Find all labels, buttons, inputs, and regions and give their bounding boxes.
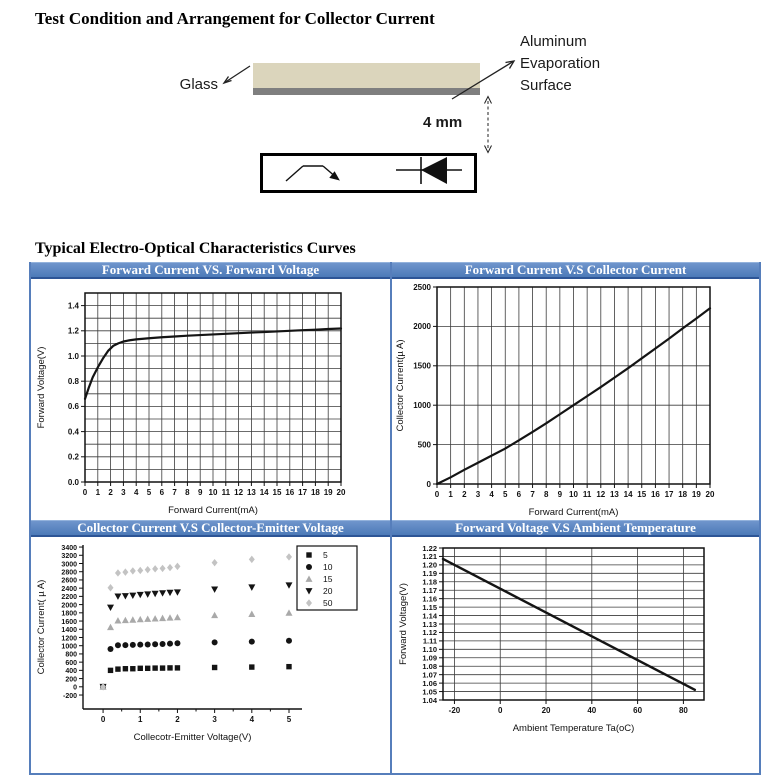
test-condition-diagram [0,0,783,262]
svg-text:1.07: 1.07 [422,670,437,680]
svg-text:14: 14 [259,488,269,497]
svg-text:2000: 2000 [413,322,431,332]
svg-text:19: 19 [323,488,333,497]
svg-text:3400: 3400 [61,544,77,552]
svg-text:1.20: 1.20 [422,560,437,570]
svg-text:1200: 1200 [61,635,77,643]
emitter-arrow-icon [286,166,339,181]
svg-text:6: 6 [516,490,522,499]
svg-text:Forward Voltage(V): Forward Voltage(V) [398,583,409,665]
svg-text:-20: -20 [448,706,461,715]
svg-text:18: 18 [310,488,320,497]
svg-text:Collecotr-Emitter Voltage(V): Collecotr-Emitter Voltage(V) [133,732,252,743]
svg-text:9: 9 [197,488,203,497]
svg-text:5: 5 [286,715,292,724]
svg-text:1.06: 1.06 [422,678,437,688]
svg-text:0.8: 0.8 [67,377,79,386]
chart-panel-if-ic [392,262,759,520]
svg-text:0: 0 [82,488,88,497]
svg-text:400: 400 [65,668,77,676]
svg-text:0: 0 [434,490,440,499]
glass-label: Glass [179,76,218,93]
characteristics-charts-grid [29,262,761,775]
svg-text:3: 3 [121,488,126,497]
svg-text:2: 2 [175,715,180,724]
svg-text:1000: 1000 [413,401,431,410]
svg-text:0.6: 0.6 [67,402,79,412]
svg-text:9: 9 [557,490,563,499]
svg-text:5: 5 [146,488,152,497]
chart-canvas-vf-ta [392,537,754,771]
svg-text:-200: -200 [62,692,77,700]
svg-text:15: 15 [637,490,647,499]
svg-text:0: 0 [73,684,77,692]
svg-text:Collector Current(µ A): Collector Current(µ A) [395,339,406,432]
svg-text:1.05: 1.05 [422,687,437,697]
diagram-annotations [0,0,783,262]
svg-text:12: 12 [596,490,606,499]
chart-title-vf-ta: Forward Voltage V.S Ambient Temperature [392,520,759,537]
svg-text:10: 10 [569,490,578,499]
svg-text:1: 1 [138,715,143,724]
svg-text:1600: 1600 [61,618,77,626]
svg-text:1.04: 1.04 [422,695,437,705]
svg-text:11: 11 [221,488,231,497]
svg-text:10: 10 [208,488,218,497]
svg-text:600: 600 [65,659,77,667]
svg-text:8: 8 [185,488,190,497]
photodiode-icon [396,157,462,184]
svg-text:1.12: 1.12 [422,628,437,638]
svg-text:1.18: 1.18 [422,577,437,587]
svg-text:80: 80 [678,706,688,715]
svg-text:2600: 2600 [61,577,77,585]
svg-text:800: 800 [65,651,77,659]
aluminum-pointer-arrow [452,61,514,99]
svg-text:Collector Current( µ A): Collector Current( µ A) [36,579,47,675]
gap-dimension-arrow [485,97,492,153]
svg-text:Ambient Temperature Ta(oC): Ambient Temperature Ta(oC) [512,723,635,734]
svg-text:20: 20 [705,490,715,499]
chart-canvas-if-ic [392,279,754,519]
svg-text:1.08: 1.08 [422,662,437,672]
chart-canvas-ic-vce [31,537,389,771]
svg-text:200: 200 [65,676,77,684]
svg-text:7: 7 [530,490,535,499]
svg-text:1000: 1000 [61,643,77,651]
svg-text:1400: 1400 [61,627,77,635]
svg-text:1.2: 1.2 [67,326,79,336]
svg-text:2200: 2200 [61,594,77,602]
chart-title-ic-vce: Collector Current V.S Collector-Emitter Voltage [31,520,390,537]
svg-text:2: 2 [108,488,113,497]
svg-text:13: 13 [609,490,619,499]
svg-text:15: 15 [323,574,333,584]
svg-text:14: 14 [623,490,633,499]
chart-panel-vf-ta [392,520,759,773]
chart-panel-ic-vce [31,520,390,773]
svg-text:11: 11 [582,490,592,499]
chart-canvas-if-vf [31,279,389,519]
svg-text:1500: 1500 [413,361,431,371]
glass-pointer-arrow [224,66,250,83]
svg-text:7: 7 [172,488,177,497]
svg-text:60: 60 [633,706,643,715]
chart-title-if-vf: Forward Current VS. Forward Voltage [31,262,390,279]
svg-text:40: 40 [587,706,597,715]
svg-text:0: 0 [100,715,106,724]
svg-text:2500: 2500 [413,282,431,292]
section-title-characteristics-curves: Typical Electro-Optical Characteristics Curves [35,240,356,257]
svg-text:3: 3 [212,715,217,724]
svg-text:16: 16 [285,488,295,497]
svg-text:20: 20 [541,706,551,715]
svg-text:0.0: 0.0 [67,477,79,487]
svg-text:5: 5 [503,490,508,499]
svg-text:4: 4 [249,715,255,724]
svg-text:1.19: 1.19 [422,569,437,579]
chart-title-if-ic: Forward Current V.S Collector Current [392,262,759,279]
svg-text:500: 500 [417,440,431,450]
svg-text:0: 0 [498,706,503,715]
svg-text:10: 10 [323,562,333,572]
svg-text:0.4: 0.4 [67,427,79,437]
svg-text:3200: 3200 [61,553,77,561]
svg-text:2400: 2400 [61,585,77,593]
svg-text:18: 18 [678,490,688,499]
section-title-test-condition: Test Condition and Arrangement for Collector Current [35,9,435,28]
svg-text:Forward Current(mA): Forward Current(mA) [168,505,258,516]
svg-text:Forward Current(mA): Forward Current(mA) [528,507,619,518]
svg-text:0.2: 0.2 [67,452,79,462]
aluminum-label: Aluminum Evaporation Surface [520,33,601,94]
svg-text:4: 4 [133,488,139,497]
svg-text:2: 2 [462,490,467,499]
svg-text:50: 50 [323,598,333,608]
svg-text:1.10: 1.10 [422,645,437,655]
svg-text:4: 4 [489,490,494,499]
svg-text:16: 16 [650,490,660,499]
svg-text:12: 12 [234,488,244,497]
svg-text:13: 13 [246,488,256,497]
svg-text:1.22: 1.22 [422,543,437,553]
svg-text:3: 3 [475,490,481,499]
svg-text:1: 1 [448,490,453,499]
svg-text:20: 20 [336,488,346,497]
svg-text:19: 19 [691,490,701,499]
svg-text:2800: 2800 [61,569,77,577]
svg-text:1.17: 1.17 [422,586,437,596]
svg-text:20: 20 [323,586,333,596]
svg-text:17: 17 [664,490,674,499]
svg-text:1.15: 1.15 [422,602,437,612]
svg-text:5: 5 [323,550,328,560]
svg-text:1: 1 [95,488,101,497]
svg-text:Forward Voltage(V): Forward Voltage(V) [36,346,47,429]
svg-text:15: 15 [272,488,282,497]
gap-distance-label: 4 mm [423,114,463,131]
svg-text:1.16: 1.16 [422,594,437,604]
svg-text:1.11: 1.11 [422,636,437,646]
svg-text:8: 8 [543,490,549,499]
svg-text:0: 0 [426,479,431,489]
svg-text:2000: 2000 [61,602,77,610]
chart-panel-if-vf [31,262,390,520]
svg-text:6: 6 [159,488,165,497]
svg-text:1.21: 1.21 [422,552,437,562]
svg-text:1.09: 1.09 [422,653,437,663]
svg-text:1.0: 1.0 [67,351,79,361]
svg-text:1.14: 1.14 [422,611,437,621]
svg-text:3000: 3000 [61,561,77,569]
svg-text:17: 17 [298,488,308,497]
svg-text:1.13: 1.13 [422,619,437,629]
svg-text:1800: 1800 [61,610,77,618]
svg-text:1.4: 1.4 [67,301,79,311]
